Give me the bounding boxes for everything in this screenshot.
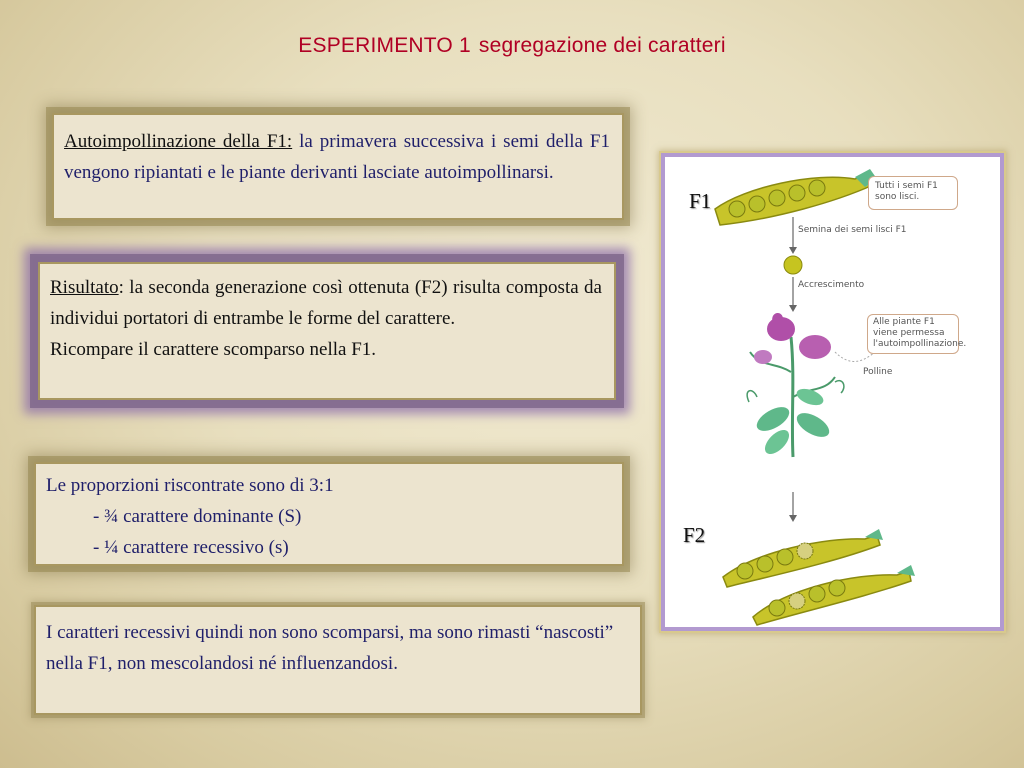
proportions-line: Le proporzioni riscontrate sono di 3:1 <box>46 475 334 496</box>
callout-selfing-text: Alle piante F1 viene permessa l'autoimpollinazione. <box>873 317 967 349</box>
recessive-line: - ¼ carattere recessivo (s) <box>93 537 289 558</box>
dominant-line: - ¾ carattere dominante (S) <box>93 506 302 527</box>
result-box <box>38 262 616 400</box>
result-text: : la seconda generazione così ottenuta (F2) risulta composta da individui portatori di entrambe le forme del carattere. <box>50 277 602 329</box>
growth-step: Accrescimento <box>798 280 865 290</box>
pea-plant-figure <box>661 153 1004 631</box>
self-pollination-label: Autoimpollinazione della F1: <box>64 131 293 152</box>
title-part-2: segregazione dei caratteri <box>478 34 726 57</box>
result-label: Risultato <box>50 277 119 298</box>
title-part-1: ESPERIMENTO 1 <box>298 34 471 57</box>
pollen-label: Polline <box>863 367 893 377</box>
slide-title <box>0 34 1024 58</box>
proportions-box <box>34 462 624 566</box>
seed-icon <box>784 256 802 274</box>
self-pollination-box <box>52 113 624 220</box>
conclusion-text: I caratteri recessivi quindi non sono scomparsi, ma sono rimasti “nascosti” nella F1, non mescolandosi né influenzandosi. <box>46 622 614 674</box>
f1-label: F1 <box>689 189 712 213</box>
f2-label: F2 <box>683 523 706 547</box>
f1-pod-icon <box>715 169 877 225</box>
result-line-2: Ricompare il carattere scomparso nella F1. <box>50 339 377 360</box>
conclusion-box <box>34 605 642 715</box>
callout-f1-text: Tutti i semi F1 sono lisci. <box>875 181 938 202</box>
self-pollination-text: la primavera successiva i semi della F1 vengono ripiantati e le piante derivanti lasciate autoimpollinarsi. <box>64 131 610 183</box>
sowing-step: Semina dei semi lisci F1 <box>798 225 907 235</box>
pea-plant-icon <box>747 313 844 458</box>
